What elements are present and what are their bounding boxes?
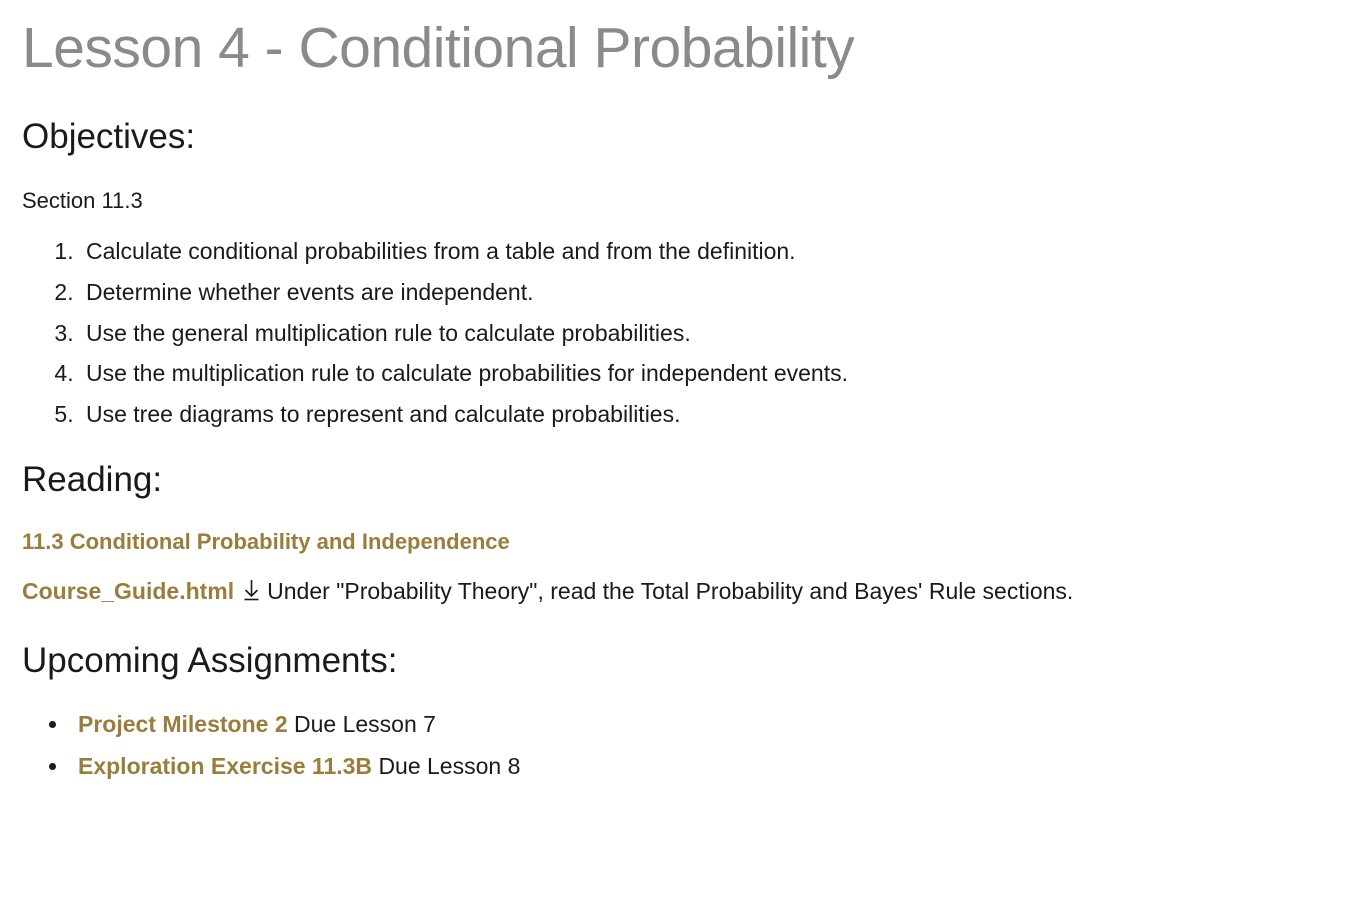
assignment-due: Due Lesson 8 bbox=[378, 752, 521, 779]
list-item bbox=[70, 710, 1334, 739]
list-item: 1. Calculate conditional probabilities from a table and from the definition. bbox=[80, 237, 1334, 266]
download-icon[interactable] bbox=[242, 578, 261, 610]
objectives-section-label: Section 11.3 bbox=[22, 187, 143, 213]
list-item: 2. Determine whether events are independent. bbox=[80, 278, 1334, 307]
assignments-heading: Upcoming Assignments: bbox=[22, 640, 398, 680]
reading-primary-link[interactable]: 11.3 Conditional Probability and Independence bbox=[22, 528, 510, 554]
objectives-list bbox=[22, 237, 1334, 429]
list-item: 4. Use the multiplication rule to calculate probabilities for independent events. bbox=[80, 359, 1334, 388]
list-item: 3. Use the general multiplication rule to calculate probabilities. bbox=[80, 319, 1334, 348]
reading-heading: Reading: bbox=[22, 459, 163, 499]
assignment-due: Due Lesson 7 bbox=[294, 710, 436, 737]
assignment-link[interactable]: Exploration Exercise 11.3B bbox=[78, 752, 373, 779]
list-item: 5. Use tree diagrams to represent and calculate probabilities. bbox=[80, 400, 1334, 429]
page-title: Lesson 4 - Conditional Probability bbox=[22, 16, 855, 80]
reading-file-note: Under "Probability Theory", read the Total Probability and Bayes' Rule sections. bbox=[267, 577, 1074, 604]
assignment-link[interactable]: Project Milestone 2 bbox=[78, 710, 288, 737]
list-item bbox=[70, 752, 1334, 781]
reading-file-line bbox=[22, 577, 1334, 610]
objectives-heading: Objectives: bbox=[22, 116, 196, 156]
course-guide-link[interactable]: Course_Guide.html bbox=[22, 577, 235, 604]
assignments-list bbox=[22, 710, 1334, 781]
